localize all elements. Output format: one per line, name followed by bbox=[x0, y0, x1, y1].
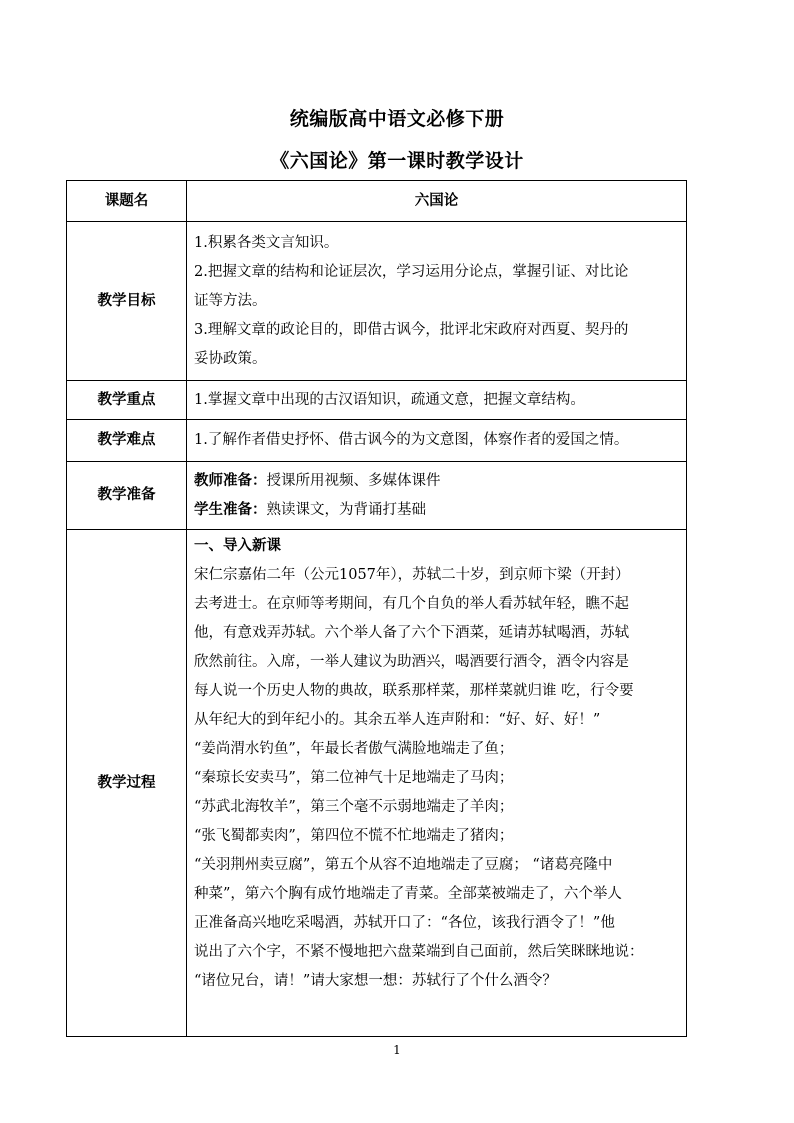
process-line: 每人说一个历史人物的典故，联系那样菜，那样菜就归谁 吃，行令要 bbox=[194, 683, 634, 699]
topic-value: 六国论 bbox=[187, 181, 687, 222]
difficulties-label: 教学难点 bbox=[67, 420, 187, 462]
student-prep-label: 学生准备： bbox=[194, 501, 267, 518]
difficulties-text: 1.了解作者借史抒怀、借古讽今的为文意图，体察作者的爱国之情。 bbox=[187, 420, 687, 462]
process-line: 欣然前往。入席，一举人建议为助酒兴，喝酒要行酒令，酒令内容是 bbox=[194, 654, 629, 670]
table-row-goals bbox=[67, 222, 687, 381]
preparation-content bbox=[187, 462, 687, 530]
table-row-topic bbox=[67, 181, 687, 222]
process-line: 说出了六个字，不紧不慢地把六盘菜端到自己面前，然后笑眯眯地说： bbox=[194, 944, 644, 960]
goals-content bbox=[187, 222, 687, 381]
table-row-difficulties bbox=[67, 420, 687, 462]
process-line: 宋仁宗嘉佑二年（公元1057年），苏轼二十岁，到京师卞梁（开封） bbox=[194, 567, 630, 583]
process-line: 从年纪大的到年纪小的。其余五举人连声附和：“好、好、好！” bbox=[194, 712, 601, 728]
process-line: “秦琼长安卖马”，第二位神气十足地端走了马肉； bbox=[194, 770, 514, 786]
key-points-label: 教学重点 bbox=[67, 381, 187, 420]
process-content bbox=[187, 530, 687, 1037]
document-subtitle: 《六国论》第一课时教学设计 bbox=[270, 150, 524, 172]
document-title: 统编版高中语文必修下册 bbox=[289, 108, 505, 130]
process-line: “姜尚渭水钓鱼”，年最长者傲气满脸地端走了鱼； bbox=[194, 741, 514, 757]
goals-line: 证等方法。 bbox=[194, 292, 267, 309]
process-line: 正准备高兴地吃采喝酒，苏轼开口了：“各位，该我行酒令了！”他 bbox=[194, 915, 615, 931]
table-row-key-points bbox=[67, 381, 687, 420]
goals-label: 教学目标 bbox=[67, 222, 187, 381]
teacher-prep-label: 教师准备： bbox=[194, 472, 267, 489]
preparation-label: 教学准备 bbox=[67, 462, 187, 530]
teacher-prep-text: 授课所用视频、多媒体课件 bbox=[266, 472, 441, 489]
goals-line: 1.积累各类文言知识。 bbox=[194, 234, 339, 251]
lesson-plan-table bbox=[66, 180, 687, 1037]
student-prep-text: 熟读课文，为背诵打基础 bbox=[266, 501, 426, 518]
process-line: “苏武北海牧羊”，第三个毫不示弱地端走了羊肉； bbox=[194, 799, 514, 815]
table-row-preparation bbox=[67, 462, 687, 530]
process-line: “诸位兄台，请！”请大家想一想：苏轼行了个什么酒令？ bbox=[194, 973, 557, 989]
process-line: “张飞蜀都卖肉”，第四位不慌不忙地端走了猪肉； bbox=[194, 828, 514, 844]
goals-line: 3.理解文章的政论目的，即借古讽今，批评北宋政府对西夏、契丹的 bbox=[194, 321, 629, 338]
goals-line: 妥协政策。 bbox=[194, 350, 267, 367]
process-line: 种菜”，第六个胸有成竹地端走了青菜。全部菜被端走了，六个举人 bbox=[194, 886, 622, 902]
process-line: 他，有意戏弄苏轼。六个举人备了六个下酒菜，延请苏轼喝酒，苏轼 bbox=[194, 625, 629, 641]
process-label: 教学过程 bbox=[67, 530, 187, 1037]
process-line: 去考进士。在京师等考期间，有几个自负的举人看苏轼年轻，瞧不起 bbox=[194, 596, 629, 612]
page-number: 1 bbox=[393, 1043, 401, 1057]
key-points-text: 1.掌握文章中出现的古汉语知识，疏通文意，把握文章结构。 bbox=[187, 381, 687, 420]
process-line: “关羽荆州卖豆腐”，第五个从容不迫地端走了豆腐； “诸葛亮隆中 bbox=[194, 857, 613, 873]
process-section-heading: 一、导入新课 bbox=[194, 538, 281, 554]
goals-line: 2.把握文章的结构和论证层次，学习运用分论点，掌握引证、对比论 bbox=[194, 263, 629, 280]
teacher-prep-line bbox=[194, 467, 680, 496]
student-prep-line bbox=[194, 496, 680, 525]
topic-label: 课题名 bbox=[67, 181, 187, 222]
table-row-process bbox=[67, 530, 687, 1037]
